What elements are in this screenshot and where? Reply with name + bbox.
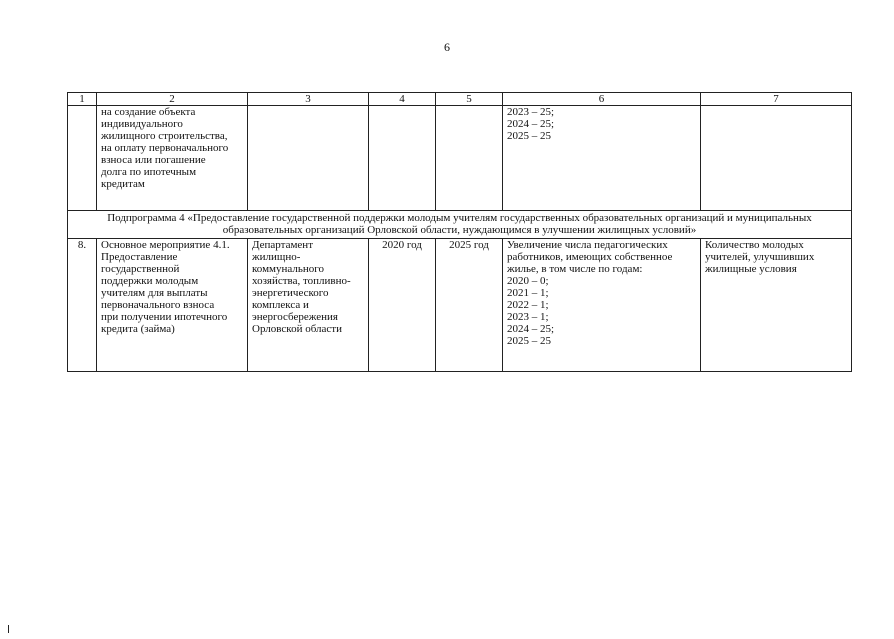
cont-result-line: 2023 – 25; bbox=[507, 106, 555, 118]
header-cell-6: 6 bbox=[503, 93, 701, 106]
item-row bbox=[68, 239, 852, 372]
item-measure-line: при получении ипотечного bbox=[101, 311, 228, 323]
item-start-year: 2020 год bbox=[369, 239, 436, 372]
item-result bbox=[503, 239, 701, 372]
item-result-line: 2025 – 25 bbox=[507, 335, 551, 347]
item-executor-line: энергосбережения bbox=[252, 311, 338, 323]
cont-cell-result bbox=[503, 106, 701, 211]
subprogram-title bbox=[68, 211, 852, 239]
item-measure-line: кредита (займа) bbox=[101, 323, 175, 335]
cont-measure-line: на оплату первоначального bbox=[101, 142, 229, 154]
header-row bbox=[68, 93, 852, 106]
item-measure-line: первоначального взноса bbox=[101, 299, 215, 311]
cont-cell-executor bbox=[248, 106, 369, 211]
item-indicator bbox=[701, 239, 852, 372]
item-result-line: работников, имеющих собственное bbox=[507, 251, 673, 263]
header-cell-1: 1 bbox=[68, 93, 97, 106]
item-indicator-line: жилищные условия bbox=[705, 263, 797, 275]
header-cell-7: 7 bbox=[701, 93, 852, 106]
item-result-line: 2024 – 25; bbox=[507, 323, 555, 335]
cont-cell-end bbox=[436, 106, 503, 211]
cont-cell-start bbox=[369, 106, 436, 211]
cont-measure-line: долга по ипотечным bbox=[101, 166, 197, 178]
item-executor-line: жилищно- bbox=[252, 251, 301, 263]
item-end-year: 2025 год bbox=[436, 239, 503, 372]
item-executor-line: хозяйства, топливно- bbox=[252, 275, 351, 287]
cont-cell-measure bbox=[97, 106, 248, 211]
item-indicator-line: учителей, улучшивших bbox=[705, 251, 815, 263]
cont-cell-indicator bbox=[701, 106, 852, 211]
continuation-row bbox=[68, 106, 852, 211]
item-measure-line: поддержки молодым bbox=[101, 275, 199, 287]
page-number: 6 bbox=[444, 40, 450, 54]
item-executor bbox=[248, 239, 369, 372]
item-executor-line: коммунального bbox=[252, 263, 324, 275]
item-result-line: 2020 – 0; bbox=[507, 275, 549, 287]
item-measure-line: Основное мероприятие 4.1. bbox=[101, 239, 230, 251]
item-number: 8. bbox=[68, 239, 97, 372]
scan-mark bbox=[8, 625, 9, 633]
cont-cell-number bbox=[68, 106, 97, 211]
header-cell-5: 5 bbox=[436, 93, 503, 106]
cont-measure-line: кредитам bbox=[101, 178, 145, 190]
subprogram-row bbox=[68, 211, 852, 239]
item-result-line: жилье, в том числе по годам: bbox=[507, 263, 643, 275]
program-table bbox=[67, 92, 852, 372]
header-cell-3: 3 bbox=[248, 93, 369, 106]
item-executor-line: комплекса и bbox=[252, 299, 309, 311]
item-executor-line: Орловской области bbox=[252, 323, 342, 335]
cont-measure-line: жилищного строительства, bbox=[101, 130, 228, 142]
subprogram-title-line: Подпрограмма 4 «Предоставление государственной поддержки молодым учителям государственных образовательных организаций и муниципальных bbox=[107, 212, 812, 224]
item-measure-line: учителям для выплаты bbox=[101, 287, 208, 299]
header-cell-2: 2 bbox=[97, 93, 248, 106]
item-measure-line: государственной bbox=[101, 263, 180, 275]
subprogram-title-line: образовательных организаций Орловской области, нуждающимся в улучшении жилищных условий» bbox=[222, 224, 697, 236]
item-executor-line: энергетического bbox=[252, 287, 329, 299]
item-result-line: 2022 – 1; bbox=[507, 299, 549, 311]
item-result-line: 2023 – 1; bbox=[507, 311, 549, 323]
item-indicator-line: Количество молодых bbox=[705, 239, 804, 251]
item-measure-line: Предоставление bbox=[101, 251, 178, 263]
item-executor-line: Департамент bbox=[252, 239, 314, 251]
header-cell-4: 4 bbox=[369, 93, 436, 106]
item-result-line: Увеличение числа педагогических bbox=[507, 239, 668, 251]
cont-result-line: 2025 – 25 bbox=[507, 130, 551, 142]
cont-result-line: 2024 – 25; bbox=[507, 118, 555, 130]
item-measure bbox=[97, 239, 248, 372]
cont-measure-line: на создание объекта bbox=[101, 106, 196, 118]
cont-measure-line: взноса или погашение bbox=[101, 154, 206, 166]
item-result-line: 2021 – 1; bbox=[507, 287, 549, 299]
cont-measure-line: индивидуального bbox=[101, 118, 183, 130]
